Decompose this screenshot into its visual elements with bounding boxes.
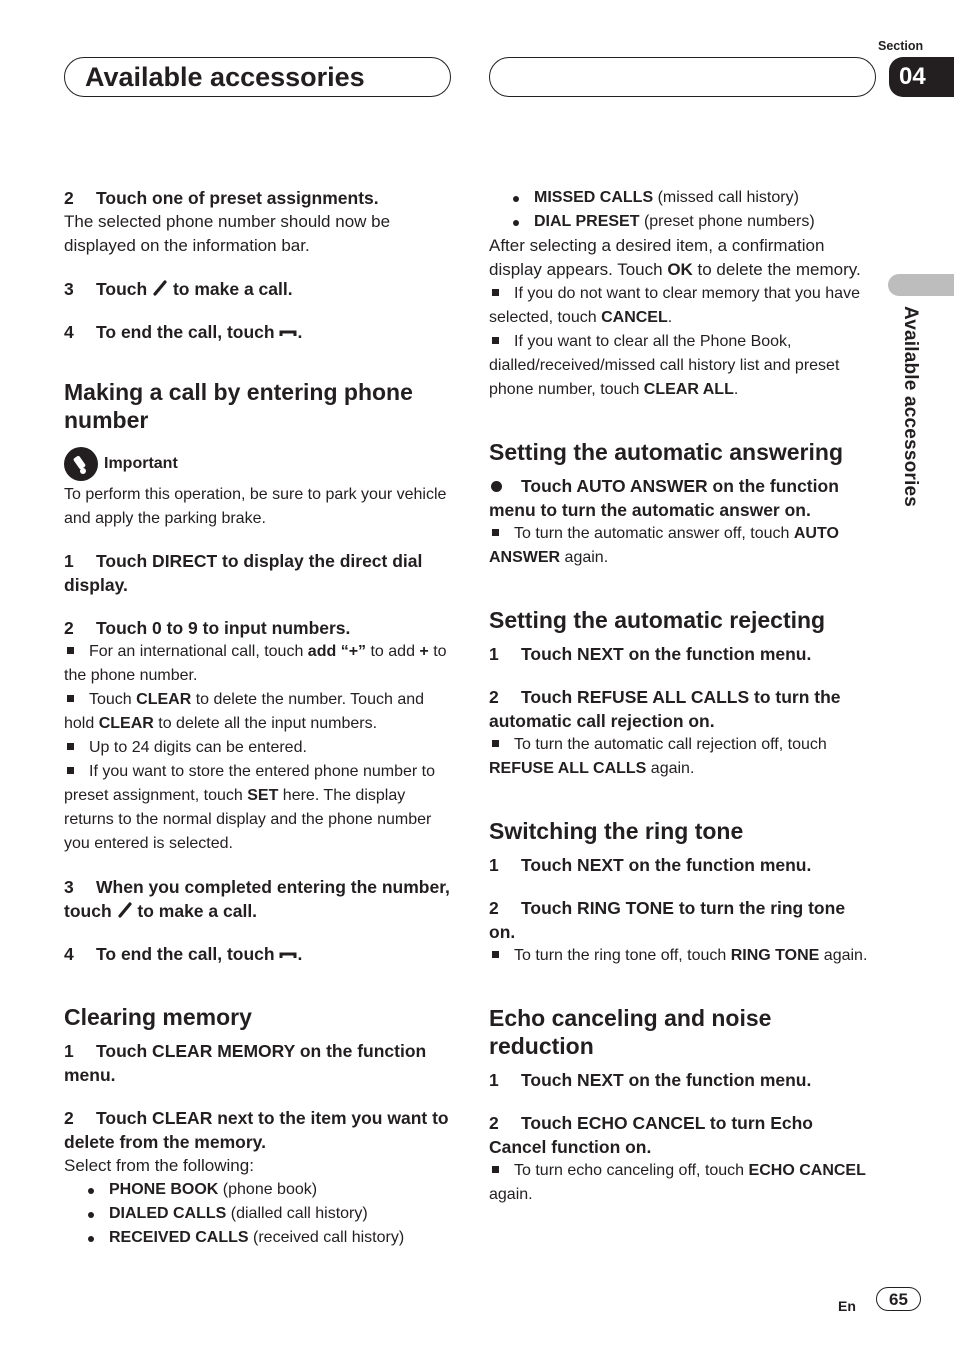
list-item: MISSED CALLS (missed call history) (489, 186, 874, 210)
section-label: Section (878, 39, 924, 53)
step: 2 Touch one of preset assignments. (64, 188, 379, 208)
phone-icon (152, 280, 168, 296)
list-item: DIALED CALLS (dialled call history) (64, 1202, 454, 1226)
hang-up-icon (279, 950, 297, 960)
important-text: To perform this operation, be sure to park your vehicle and apply the parking brake. (64, 486, 447, 527)
phone-icon (117, 902, 133, 918)
note: If you do not want to clear memory that you have selected, touch CANCEL. (489, 285, 860, 326)
footer-language: En (838, 1298, 856, 1314)
step: 2 Touch ECHO CANCEL to turn Echo Cancel function on. (489, 1113, 813, 1157)
note: For an international call, touch add “+” to add + to the phone number. (64, 643, 447, 684)
header-title-box (64, 57, 451, 97)
section-heading: Setting the automatic rejecting (489, 607, 826, 633)
note: Touch CLEAR to delete the number. Touch and hold CLEAR to delete all the input numbers. (64, 691, 425, 732)
step: 2 Touch RING TONE to turn the ring tone on. (489, 898, 846, 942)
page-title: Available accessories (85, 62, 365, 92)
step: 3 When you completed entering the number, touch to make a call. (64, 877, 450, 921)
note: If you want to store the entered phone number to preset assignment, touch SET here. The display returns to the normal display and the phone number you entered is selected. (64, 763, 435, 852)
hang-up-icon (279, 328, 297, 338)
note: To turn echo canceling off, touch ECHO CANCEL again. (489, 1162, 866, 1203)
bullet-list (489, 186, 874, 234)
step: 2 Touch CLEAR next to the item you want to delete from the memory. (64, 1108, 449, 1152)
section-heading: Setting the automatic answering (489, 439, 843, 465)
step: 1 Touch NEXT on the function menu. (489, 855, 812, 875)
list-item: RECEIVED CALLS (received call history) (64, 1226, 454, 1250)
note: To turn the ring tone off, touch RING TONE again. (489, 944, 874, 968)
left-column (64, 186, 454, 1250)
step: 2 Touch REFUSE ALL CALLS to turn the automatic call rejection on. (489, 687, 841, 731)
side-tab-marker (888, 274, 954, 296)
note: If you want to clear all the Phone Book, dialled/received/missed call history list and preset phone number, touch CLEAR ALL. (489, 333, 840, 398)
step: 4 To end the call, touch . (64, 322, 303, 342)
step: Touch AUTO ANSWER on the function menu to turn the automatic answer on. (489, 476, 839, 520)
step: 4 To end the call, touch . (64, 944, 303, 964)
list-item: PHONE BOOK (phone book) (64, 1178, 454, 1202)
step: 2 Touch 0 to 9 to input numbers. (64, 618, 351, 638)
important-callout (64, 447, 454, 481)
section-number-badge: 04 (889, 57, 954, 97)
right-column (489, 186, 874, 1207)
step: 1 Touch DIRECT to display the direct dial display. (64, 551, 423, 595)
list-item: DIAL PRESET (preset phone numbers) (489, 210, 874, 234)
section-heading: Echo canceling and noise reduction (489, 1005, 772, 1059)
note: To turn the automatic answer off, touch AUTO ANSWER again. (489, 525, 839, 566)
important-label: Important (104, 455, 178, 472)
step-text: Select from the following: (64, 1156, 254, 1175)
step: 1 Touch CLEAR MEMORY on the function menu. (64, 1041, 427, 1085)
bullet-list (64, 1178, 454, 1250)
step-text: The selected phone number should now be displayed on the information bar. (64, 212, 391, 255)
page-number: 65 (876, 1287, 921, 1311)
step: 3 Touch to make a call. (64, 279, 293, 299)
note: To turn the automatic call rejection off, touch REFUSE ALL CALLS again. (489, 736, 827, 777)
important-icon (64, 447, 98, 481)
section-heading: Making a call by entering phone number (64, 379, 413, 433)
header-empty-box (489, 57, 876, 97)
step: 1 Touch NEXT on the function menu. (489, 644, 812, 664)
section-heading: Switching the ring tone (489, 818, 744, 844)
note: Up to 24 digits can be entered. (64, 736, 454, 760)
paragraph: After selecting a desired item, a confirmation display appears. Touch OK to delete the memory. (489, 236, 861, 279)
side-tab-text: Available accessories (900, 306, 921, 508)
section-heading: Clearing memory (64, 1004, 252, 1030)
step: 1 Touch NEXT on the function menu. (489, 1070, 812, 1090)
